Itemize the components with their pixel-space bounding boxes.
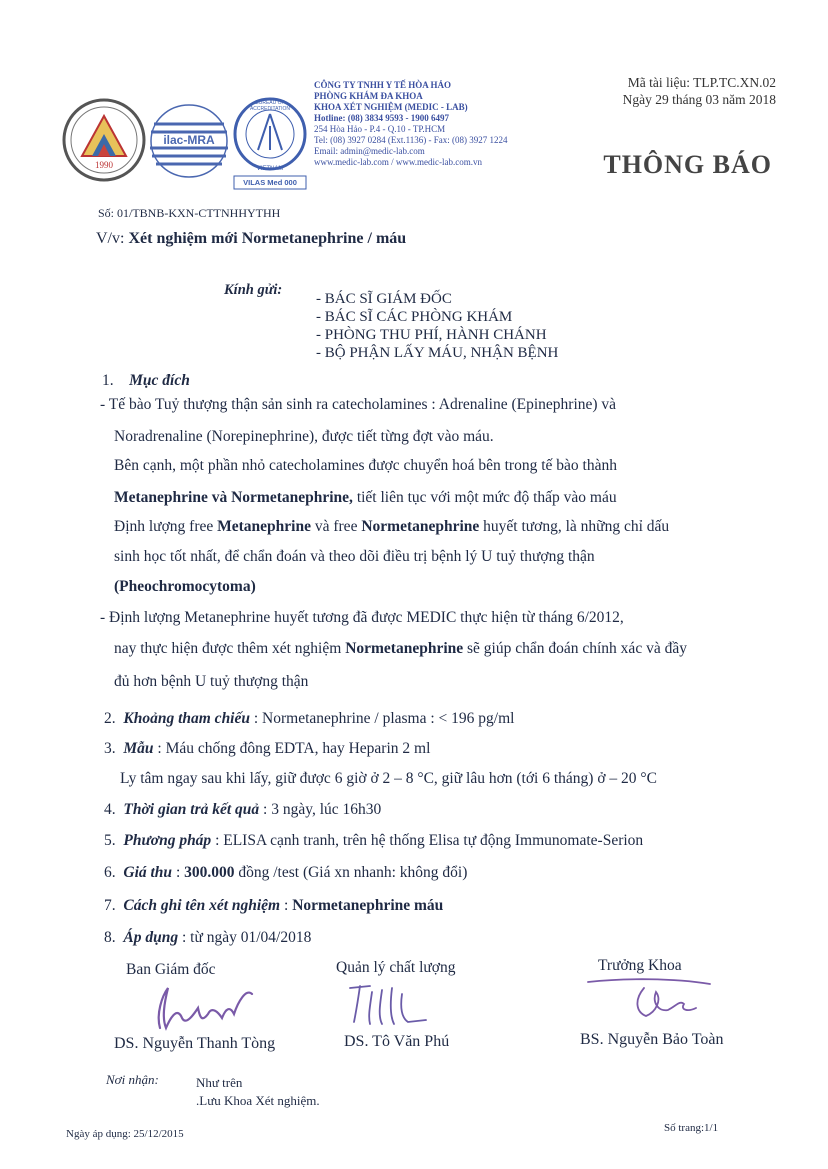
organization-info: [314, 80, 508, 168]
receivers-list: [196, 1074, 320, 1110]
section-4-title: Thời gian trả kết quả: [123, 801, 260, 818]
hotline: Hotline: (08) 3834 9593 - 1900 6497: [314, 113, 449, 123]
section-3-title: Mẫu: [123, 740, 154, 757]
ilac-mra-logo: [148, 102, 230, 180]
vilas-code: VILAS Med 000: [243, 178, 297, 187]
section-6-title: Giá thu: [123, 864, 173, 881]
address: 254 Hòa Hảo - P.4 - Q.10 - TP.HCM: [314, 124, 446, 134]
section-2: [104, 710, 514, 728]
signature-title-head: Trưởng Khoa: [598, 957, 682, 974]
clinic-name: PHÒNG KHÁM ĐA KHOA: [314, 91, 423, 101]
department-name: KHOA XÉT NGHIỆM (MEDIC - LAB): [314, 102, 468, 112]
section-1-line-5-a: Định lượng free: [114, 518, 218, 535]
section-8-title: Áp dụng: [123, 929, 179, 946]
section-4: [104, 801, 381, 819]
section-6-price: 300.000: [184, 864, 235, 881]
section-5-num: 5.: [104, 832, 116, 849]
section-5-text: : ELISA cạnh tranh, trên hệ thống Elisa tự động Immunomate-Serion: [211, 832, 644, 849]
section-2-num: 2.: [104, 710, 116, 727]
section-3-num: 3.: [104, 740, 116, 757]
receiver-1: Như trên: [196, 1075, 243, 1090]
recipient-1: - BÁC SĨ GIÁM ĐỐC: [316, 291, 452, 307]
section-1-line-2: Noradrenaline (Norepinephrine), được tiết từng đợt vào máu.: [114, 428, 494, 445]
section-7-value: Normetanephrine máu: [292, 897, 444, 914]
section-7-num: 7.: [104, 897, 116, 914]
section-1-line-5-e: huyết tương, là những chỉ dấu: [479, 518, 670, 535]
website: www.medic-lab.com / www.medic-lab.com.vn: [314, 157, 483, 167]
signature-title-quality: Quản lý chất lượng: [336, 959, 456, 976]
subject-prefix: V/v:: [96, 230, 125, 247]
signature-name-quality: DS. Tô Văn Phú: [344, 1033, 450, 1050]
tel-fax: Tel: (08) 3927 0284 (Ext.1136) - Fax: (08) 3927 1224: [314, 135, 508, 145]
section-2-title: Khoảng tham chiếu: [123, 710, 250, 727]
section-1-line-6: sinh học tốt nhất, để chẩn đoán và theo dõi điều trị bệnh lý U tuỷ thượng thận: [114, 548, 595, 565]
signature-name-head: BS. Nguyễn Bảo Toàn: [580, 1031, 724, 1048]
receiver-2: .Lưu Khoa Xét nghiệm.: [196, 1093, 320, 1108]
section-1-line-5: [114, 518, 669, 536]
doc-code: Mã tài liệu: TLP.TC.XN.02: [627, 75, 776, 90]
footer-effective-date: Ngày áp dụng: 25/12/2015: [66, 1128, 184, 1140]
section-1-heading: [102, 372, 190, 390]
section-1-line-9-c: sẽ giúp chẩn đoán chính xác và đầy: [463, 640, 687, 657]
reference-number: Số: 01/TBNB-KXN-CTTNHHYTHH: [98, 206, 281, 220]
signature-director: [142, 978, 272, 1038]
signature-quality: [342, 980, 432, 1028]
section-7-title: Cách ghi tên xét nghiệm: [123, 897, 281, 914]
section-3-text: : Máu chống đông EDTA, hay Heparin 2 ml: [153, 740, 431, 757]
section-4-num: 4.: [104, 801, 116, 818]
section-1-line-9: [114, 640, 687, 658]
signature-name-director: DS. Nguyễn Thanh Tòng: [114, 1035, 276, 1052]
section-8: [104, 929, 311, 947]
section-1-line-9-b: Normetanephrine: [345, 640, 464, 657]
email: Email: admin@medic-lab.com: [314, 146, 425, 156]
section-1-line-5-c: và free: [310, 518, 362, 535]
recipient-2: - BÁC SĨ CÁC PHÒNG KHÁM: [316, 309, 513, 325]
section-6-num: 6.: [104, 864, 116, 881]
section-3: [104, 740, 430, 758]
section-2-text: : Normetanephrine / plasma : < 196 pg/ml: [250, 710, 515, 727]
section-1-num: 1.: [102, 372, 114, 389]
section-5-title: Phương pháp: [123, 832, 212, 849]
section-1-line-4-rest: tiết liên tục với một mức độ thấp vào máu: [352, 489, 617, 506]
boa-top-text: BUREAU OF ACCREDITATION: [249, 100, 291, 112]
metanephrine-bold: Metanephrine và Normetanephrine,: [114, 489, 353, 506]
section-6-text-b: đồng /test (Giá xn nhanh: không đổi): [234, 864, 468, 881]
boa-country-text: VIETNAM: [256, 166, 284, 172]
signature-head: [584, 976, 714, 1028]
section-1-line-4: [114, 489, 617, 507]
medic-logo: [62, 98, 146, 182]
section-5: [104, 832, 643, 850]
section-7: [104, 897, 443, 915]
section-3-line-2: Ly tâm ngay sau khi lấy, giữ được 6 giờ ở 2 – 8 °C, giữ lâu hơn (tới 6 tháng) ở – 20 °C: [120, 770, 657, 787]
recipient-3: - PHÒNG THU PHÍ, HÀNH CHÁNH: [316, 327, 547, 343]
doc-date: Ngày 29 tháng 03 năm 2018: [622, 92, 776, 107]
section-6-text-a: :: [172, 864, 185, 881]
section-6: [104, 864, 467, 882]
receivers-label: Nơi nhận:: [106, 1072, 159, 1087]
subject-text: Xét nghiệm mới Normetanephrine / máu: [128, 230, 407, 247]
footer-page-number: Số trang:1/1: [664, 1122, 719, 1134]
recipient-4: - BỘ PHẬN LẤY MÁU, NHẬN BỆNH: [316, 345, 559, 361]
salutation: Kính gửi:: [224, 282, 283, 298]
section-4-text: : 3 ngày, lúc 16h30: [259, 801, 382, 818]
section-1-line-9-a: nay thực hiện được thêm xét nghiệm: [114, 640, 346, 657]
section-1-line-5-b: Metanephrine: [217, 518, 311, 535]
section-1-line-5-d: Normetanephrine: [361, 518, 480, 535]
section-8-text: : từ ngày 01/04/2018: [178, 929, 312, 946]
section-1-line-10: đủ hơn bệnh U tuỷ thượng thận: [114, 673, 309, 690]
page-title: THÔNG BÁO: [603, 150, 772, 179]
subject-line: [96, 230, 406, 248]
signature-title-director: Ban Giám đốc: [126, 961, 216, 978]
section-1-line-7: (Pheochromocytoma): [114, 578, 256, 595]
section-1-line-3: Bên cạnh, một phần nhỏ catecholamines được chuyển hoá bên trong tế bào thành: [114, 457, 617, 474]
section-1-line-8: - Định lượng Metanephrine huyết tương đã được MEDIC thực hiện từ tháng 6/2012,: [100, 609, 624, 626]
section-1-title: Mục đích: [129, 372, 190, 389]
medic-logo-year: 1990: [95, 160, 113, 170]
section-1-line-1: - Tế bào Tuỷ thượng thận sản sinh ra catecholamines : Adrenaline (Epinephrine) và: [100, 396, 617, 413]
document-meta: [623, 74, 776, 108]
company-name: CÔNG TY TNHH Y TẾ HÒA HẢO: [314, 80, 452, 90]
section-8-num: 8.: [104, 929, 116, 946]
section-7-text-a: :: [280, 897, 293, 914]
ilac-mra-text: ilac-MRA: [163, 133, 215, 147]
